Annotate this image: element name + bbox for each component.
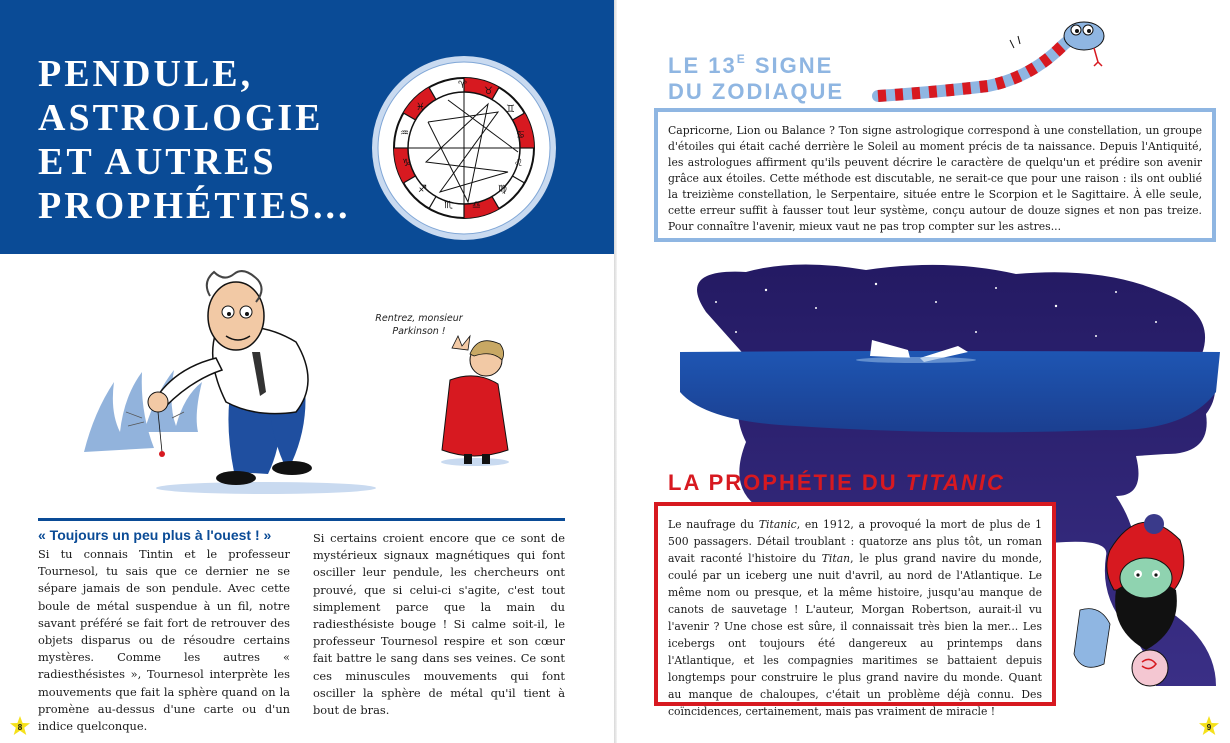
title-line: PENDULE, [38, 53, 254, 95]
column-2-text: Si certains croient encore que ce sont de mystérieux signaux magnétiques qui font osciller leur pendule, les chercheurs ont prouvé, que si celui-ci s'agite, c'est tout simplement parce que la main du radiesthésiste bouge ! Si calme soit-il, le professeur Tournesol respire et son cœur fait battre le sang dans ses veines. Ce sont ces minuscules mouvements qui font osciller la sphère de métal qu'il tient à bout de bras. [313, 531, 565, 718]
zodiac-section-title [668, 46, 844, 105]
professor-tournesol-illustration [66, 262, 396, 502]
fortune-teller-illustration [1070, 490, 1220, 700]
svg-text:♏: ♏ [444, 200, 453, 211]
svg-text:♐: ♐ [418, 184, 427, 195]
zodiac-title-superscript: E [736, 52, 747, 66]
svg-text:♍: ♍ [498, 184, 507, 195]
page-gutter [614, 0, 617, 743]
zodiac-text-box [654, 108, 1216, 242]
section-rule [38, 518, 565, 521]
titanic-text-box [654, 502, 1056, 718]
titan-ship-name: Titan [821, 552, 851, 565]
snake-illustration [872, 14, 1112, 110]
svg-text:♈: ♈ [458, 80, 467, 91]
titanic-section-title [668, 470, 1005, 496]
titanic-text-part: , le plus grand navire du monde, coulé par un iceberg une nuit d'avril, au nord de l'Atlantique. Le même nom ou presque, et la même histoire, jusqu'au manque de canots de sauvetage ! L'auteur, Morgan Robertson, aurait-il vu l'avenir ? Une chose est sûre, il connaissait très bien la mer... Les icebergs ont toujours été dangereux au printemps dans l'Atlantique, et les compagnies maritimes se battaient depuis longtemps pour construire le plus grand navire du monde. Quant au manque de chaloupes, c'était un problème déjà connu. Des coïncidences, certainement, mais pas vraiment de miracle ! [668, 552, 1042, 718]
svg-text:♓: ♓ [416, 102, 425, 113]
titanic-text [668, 516, 1042, 720]
svg-text:♊: ♊ [506, 104, 515, 115]
titanic-text-part: , en 1912, a provoqué la mort de plus de 1 500 passagers. Détail troublant : quatorze ans plus tôt, un roman avait raconté l'histoire du [668, 518, 1042, 565]
column-1-text: Si tu connais Tintin et le professeur Tournesol, tu sais que ce dernier ne se sépare jamais de son pendule. Avec cette boule de métal suspendue à un fil, notre savant préféré se fait fort de retrouver des objets disparus ou de résoudre certains mystères. Comme les autres « radiesthésistes », Tournesol interprète les mouvements que fait la sphère quand on la promène au-dessus d'une carte ou d'un indice quelconque. [38, 547, 290, 734]
zodiac-text: Capricorne, Lion ou Balance ? Ton signe astrologique correspond à une constellation, un groupe d'étoiles qui était caché derrière le Soleil au moment précis de ta naissance. Depuis l'Antiquité, les astrologues affirment qu'ils peuvent décrire le caractère de quelqu'un et prédire son avenir grâce aux étoiles. Cette méthode est discutable, ne serait-ce que pour une raison : ils ont oublié la treizième constellation, le Serpentaire, située entre le Scorpion et le Sagittaire. À elle seule, cette erreur suffit à fausser tout leur système, conçu autour de douze signes et non pas treize. Pour connaître l'avenir, mieux vaut ne pas trop compter sur les astres... [668, 124, 1202, 233]
svg-text:♋: ♋ [516, 130, 525, 141]
speech-bubble-text: Rentrez, monsieur Parkinson ! [375, 313, 463, 337]
svg-text:♉: ♉ [484, 86, 493, 97]
svg-text:♒: ♒ [400, 128, 409, 139]
svg-text:♌: ♌ [514, 158, 523, 169]
zodiac-title-line-2: DU ZODIAQUE [668, 79, 844, 104]
page-number: 8 [17, 722, 23, 732]
zodiac-title-part: LE 13 [668, 53, 737, 78]
zodiac-title-part: SIGNE [746, 53, 834, 78]
title-line: ASTROLOGIE [38, 97, 324, 139]
title-line: ET AUTRES [38, 141, 277, 183]
title-line: PROPHÉTIES... [38, 185, 351, 227]
titanic-ship-name: Titanic [758, 518, 797, 531]
titanic-text-part: Le naufrage du [668, 518, 759, 531]
svg-text:♑: ♑ [402, 158, 411, 169]
page-number: 9 [1206, 722, 1212, 732]
housekeeper-illustration [430, 330, 520, 470]
svg-text:♎: ♎ [472, 200, 481, 211]
astrology-chart-illustration [368, 52, 560, 244]
page-title [38, 52, 368, 228]
titanic-title-prefix: LA PROPHÉTIE DU [668, 470, 906, 495]
titanic-title-italic: TITANIC [905, 470, 1005, 495]
section-title: « Toujours un peu plus à l'ouest ! » [38, 527, 272, 543]
